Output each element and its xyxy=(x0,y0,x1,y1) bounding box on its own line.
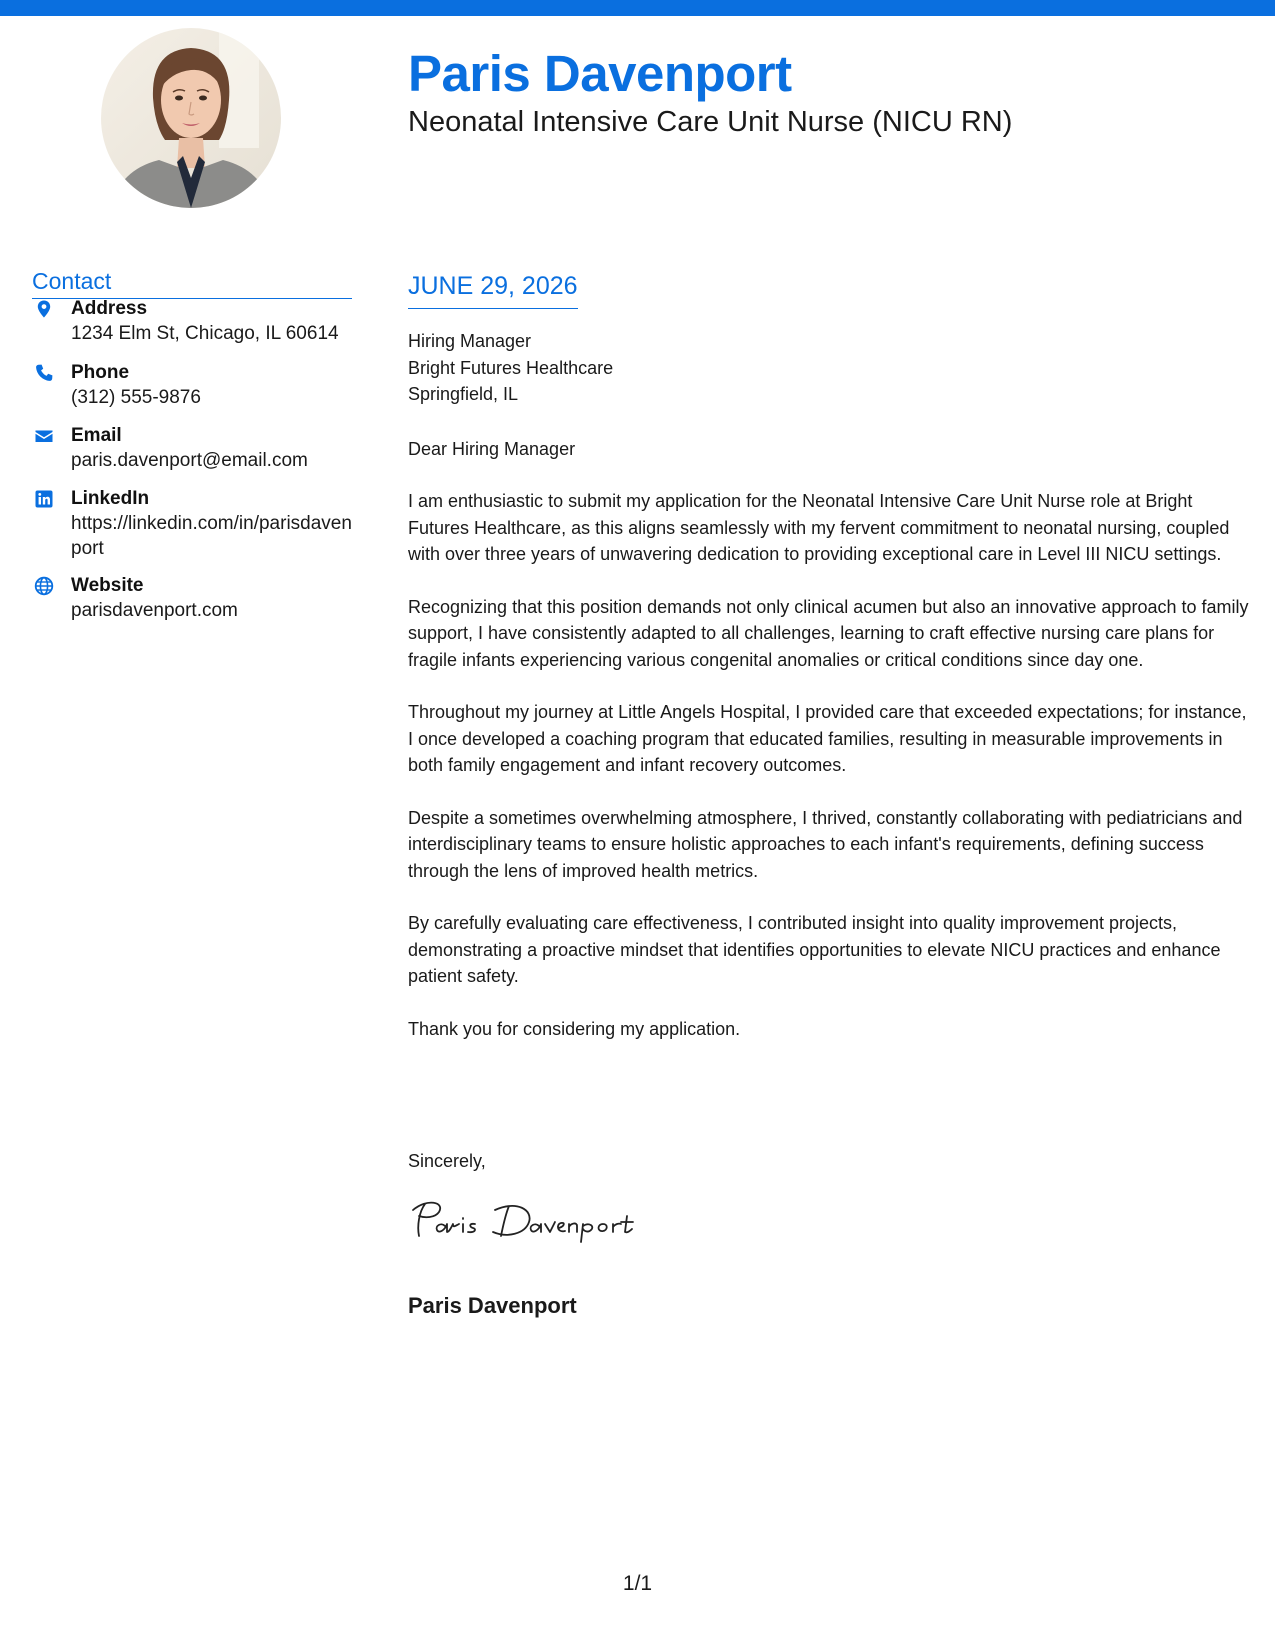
applicant-name: Paris Davenport xyxy=(408,45,792,102)
address-value: 1234 Elm St, Chicago, IL 60614 xyxy=(71,323,339,344)
top-accent-bar xyxy=(0,0,1275,16)
letter-date: JUNE 29, 2026 xyxy=(408,270,578,309)
signer-name: Paris Davenport xyxy=(408,1293,577,1318)
linkedin-label: LinkedIn xyxy=(71,488,150,509)
body-paragraph: Thank you for considering my application. xyxy=(408,1018,741,1039)
website-value[interactable]: parisdavenport.com xyxy=(71,600,238,621)
envelope-icon xyxy=(34,426,54,446)
body-paragraph: I am enthusiastic to submit my application for the Neonatal Intensive Care Unit Nurse role at Bright Futures Healthcare, as this aligns seamlessly with my fervent commitment to neonatal nursing, coupled with over three years of unwavering dedication to providing exceptional care in Level III NICU settings. xyxy=(408,491,1230,564)
email-label: Email xyxy=(71,425,122,446)
email-value: paris.davenport@email.com xyxy=(71,450,308,471)
linkedin-value[interactable]: https://linkedin.com/in/parisdavenport xyxy=(71,513,352,559)
body-paragraph: Despite a sometimes overwhelming atmosphere, I thrived, constantly collaborating with pediatricians and interdisciplinary teams to ensure holistic approaches to each infant's requirements, defining success through the lens of improved health metrics. xyxy=(408,807,1243,881)
phone-label: Phone xyxy=(71,362,130,383)
body-paragraph: Throughout my journey at Little Angels Hospital, I provided care that exceeded expectations; for instance, I once developed a coaching program that educated families, resulting in measurable improvements in both family engagement and infant recovery outcomes. xyxy=(408,702,1247,775)
phone-value: (312) 555-9876 xyxy=(71,387,201,408)
globe-icon xyxy=(34,576,54,596)
recipient-line: Springfield, IL xyxy=(408,384,519,404)
recipient-line: Bright Futures Healthcare xyxy=(408,357,614,378)
handwritten-signature xyxy=(405,1196,675,1246)
body-paragraph: By carefully evaluating care effectiveness, I contributed insight into quality improvement projects, demonstrating a proactive mindset that identifies opportunities to elevate NICU practices and enhance patient safety. xyxy=(408,913,1221,986)
letter-body xyxy=(408,488,1253,1068)
map-pin-icon xyxy=(34,299,54,319)
body-paragraph: Recognizing that this position demands not only clinical acumen but also an innovative approach to family support, I have consistently adapted to all challenges, learning to craft effective nursing care plans for fragile infants experiencing various congenital anomalies or critical conditions since day one. xyxy=(408,596,1249,670)
website-label: Website xyxy=(71,575,144,596)
closing: Sincerely, xyxy=(408,1151,486,1171)
phone-icon xyxy=(34,363,54,383)
address-label: Address xyxy=(71,298,148,319)
linkedin-icon xyxy=(34,489,54,509)
page-number: 1/1 xyxy=(622,1572,653,1595)
contact-heading: Contact xyxy=(32,266,352,299)
recipient-block xyxy=(408,328,1248,408)
salutation: Dear Hiring Manager xyxy=(408,439,576,459)
profile-photo xyxy=(101,28,281,208)
recipient-line: Hiring Manager xyxy=(408,331,532,351)
job-title: Neonatal Intensive Care Unit Nurse (NICU RN) xyxy=(408,106,1013,138)
